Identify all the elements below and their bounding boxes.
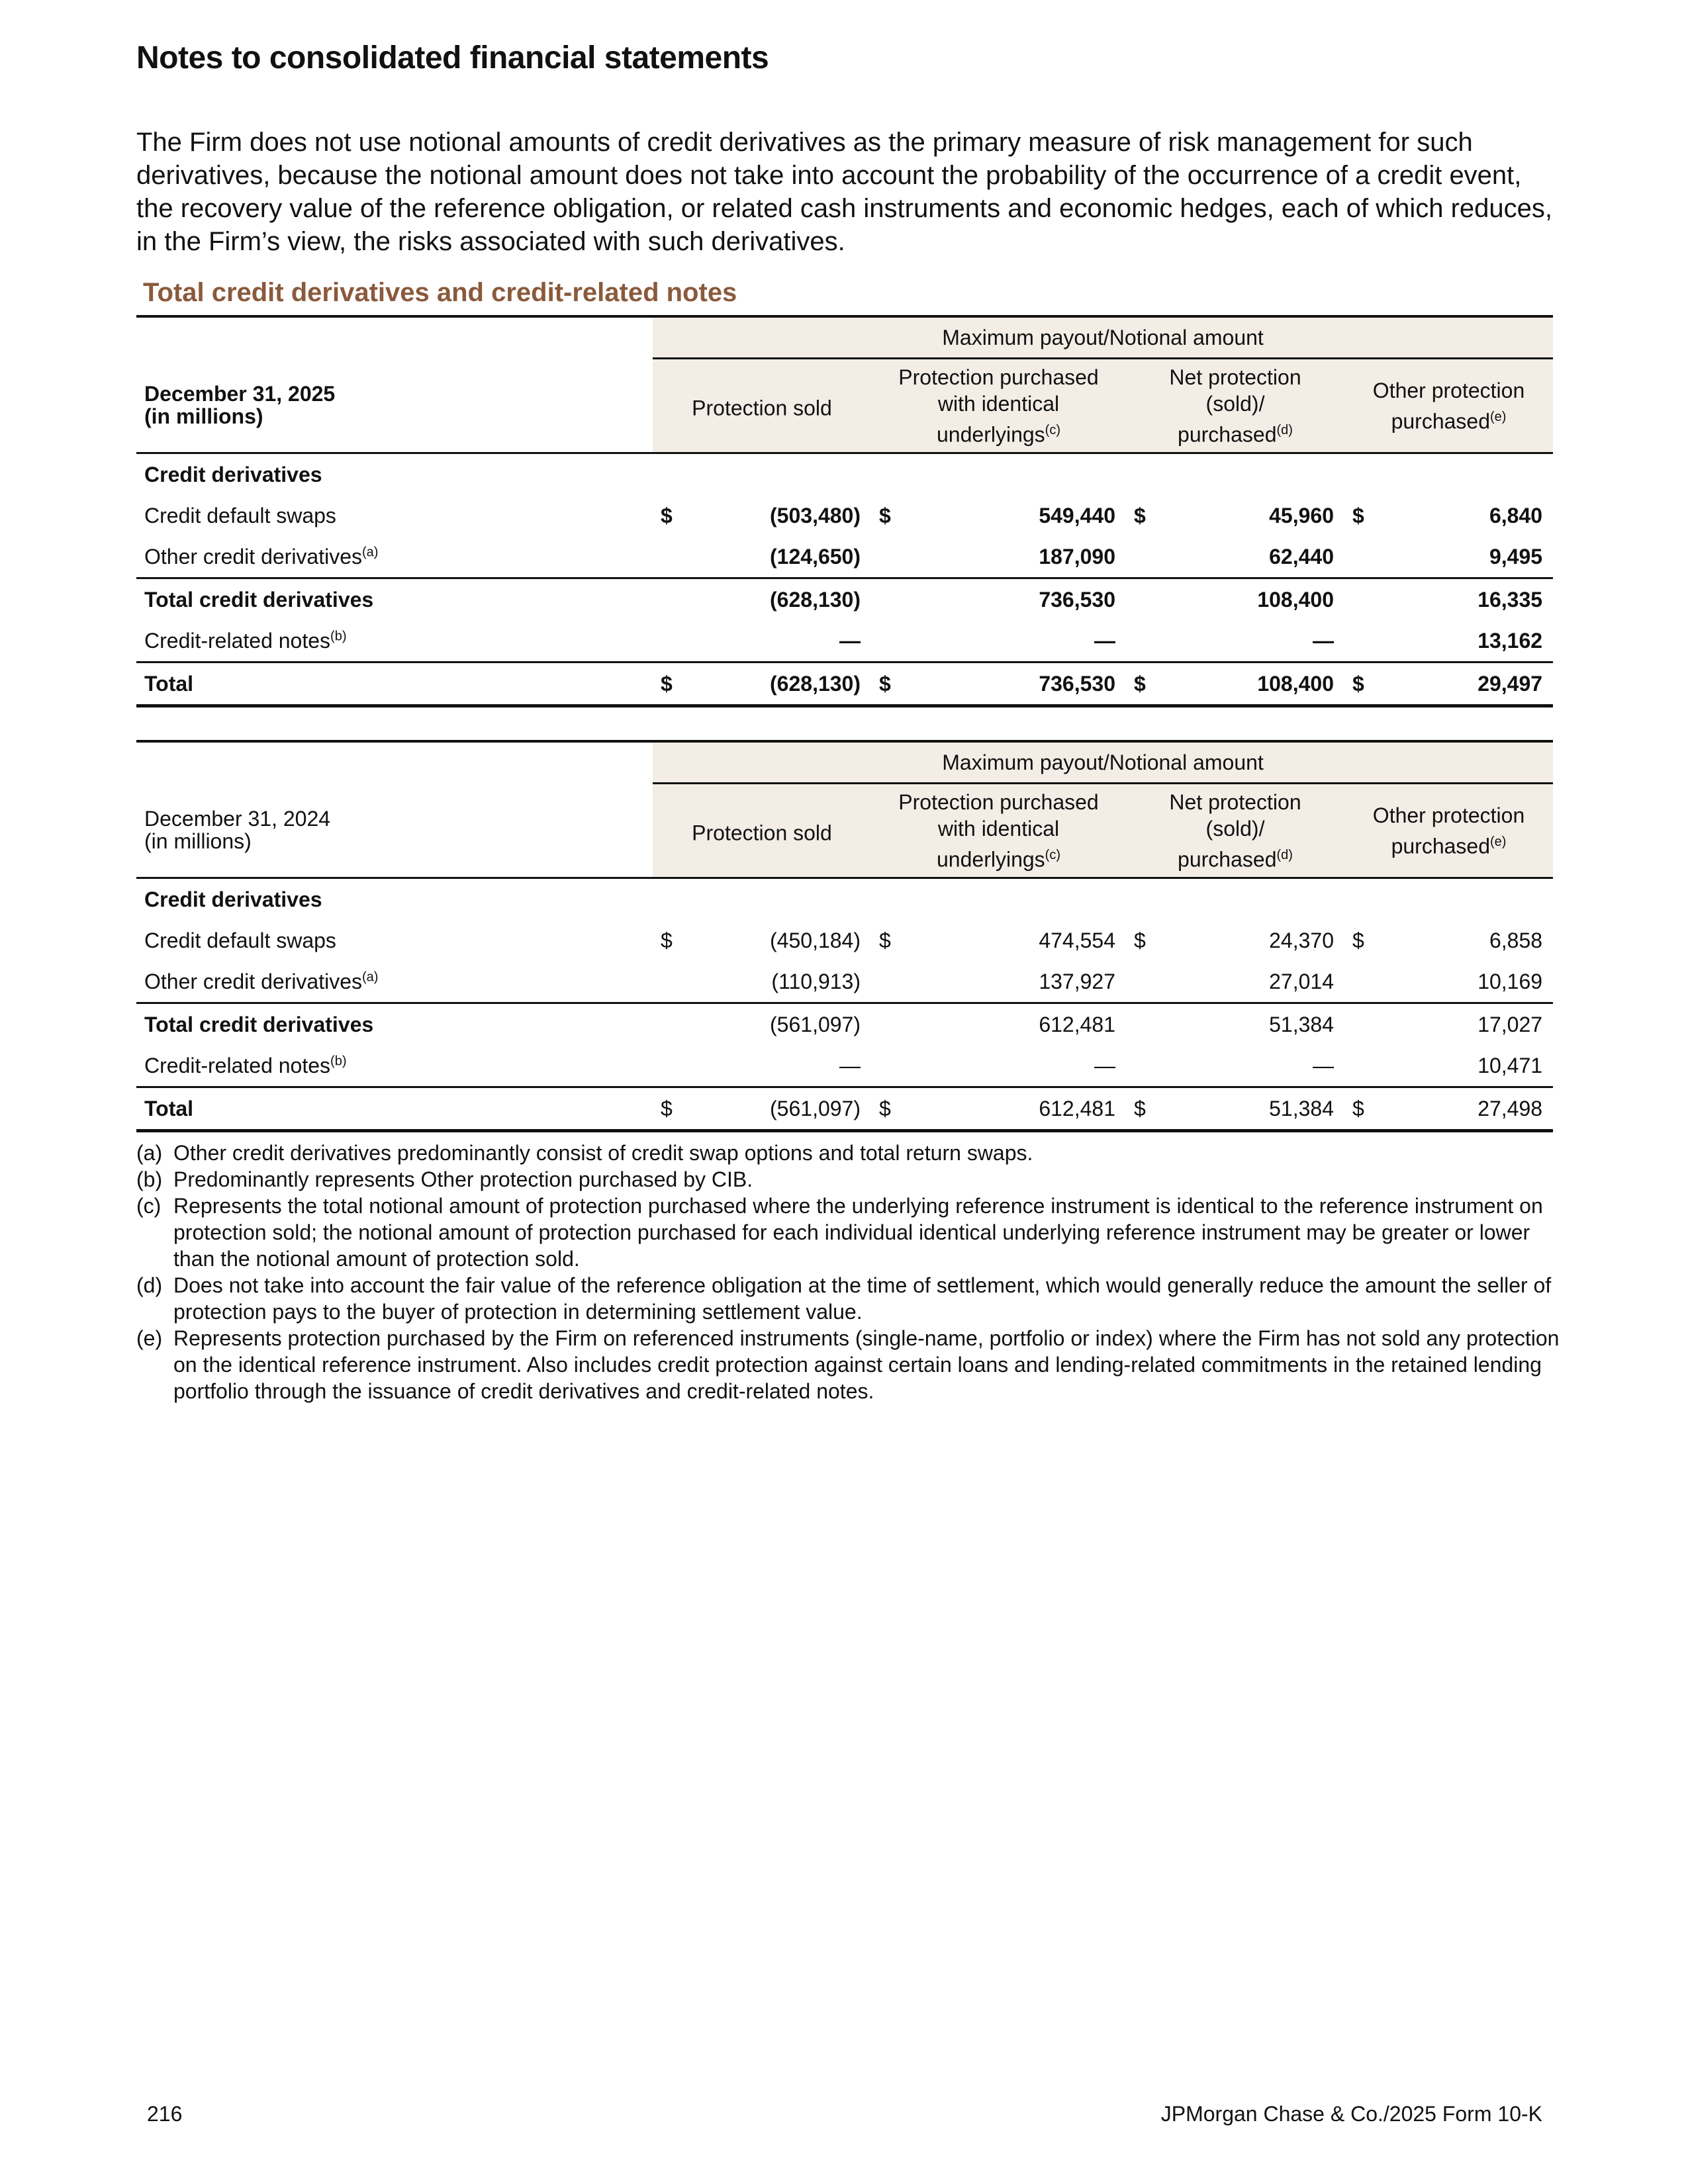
value-other-protection: 6,840 [1489,503,1543,527]
footnotes [136,1140,1560,1404]
value-other-protection: 13,162 [1477,628,1543,653]
value-other-protection: 16,335 [1371,578,1553,621]
column-header-protection-sold: Protection sold [653,359,871,453]
intro-paragraph: The Firm does not use notional amounts of credit derivatives as the primary measure of risk management for such derivatives, because the notional amount does not take into account the probability of the occurrence of a credit event, the recovery value of the reference obligation, or related cash instruments and economic hedges, each of which reduces, in the Firm’s view, the risks associated with such derivatives. [136,128,1553,256]
currency-symbol [1344,620,1371,662]
value-protection-purchased: 187,090 [1039,544,1115,569]
table-date-header [136,784,653,878]
value-other-protection: 6,858 [1489,928,1543,952]
table-date-header [136,359,653,453]
footnote-text: Represents protection purchased by the Firm on referenced instruments (single-name, portfolio or index) where the Firm has not sold any protection on the identical reference instrument. Also includes credit protection against certain loans and lending-related commitments in the retained lending portfolio through the issuance of credit derivatives and credit-related notes. [173,1326,1560,1403]
credit-derivatives-table [136,315,1553,707]
currency-symbol [1126,620,1152,662]
column-header-other-protection: Other protection purchased$^{(e)}$ [1344,359,1553,453]
currency-symbol [1126,1045,1152,1087]
value-protection-purchased: 137,927 [1039,969,1115,993]
value-protection-purchased: 736,530 [898,662,1126,706]
currency-symbol [653,1045,679,1087]
footnote-key: (c) [136,1194,162,1218]
footnote-text: Other credit derivatives predominantly consist of credit swap options and total return swaps. [173,1141,1033,1165]
value-other-protection: 17,027 [1371,1003,1553,1046]
column-header-other-protection: Other protection purchased$^{(e)}$ [1344,784,1553,878]
currency-symbol [653,961,679,1003]
currency-symbol: $ [1344,1087,1371,1131]
currency-symbol [1344,536,1371,578]
value-protection-purchased: — [1094,1053,1115,1077]
value-net-protection: 45,960 [1269,503,1334,527]
value-protection-sold: (628,130) [679,662,871,706]
value-protection-purchased: 736,530 [898,578,1126,621]
value-protection-purchased: 474,554 [1039,928,1115,952]
page-number: 216 [147,2102,183,2126]
currency-symbol [1344,1045,1371,1087]
currency-symbol: $ [661,503,673,527]
currency-symbol: $ [1134,503,1146,527]
value-protection-purchased: 612,481 [898,1003,1126,1046]
currency-symbol: $ [1352,928,1364,952]
currency-symbol: $ [871,662,898,706]
currency-symbol [1126,536,1152,578]
currency-symbol: $ [1344,662,1371,706]
table-row [136,662,1553,706]
value-net-protection: 51,384 [1152,1003,1344,1046]
currency-symbol: $ [1134,928,1146,952]
currency-symbol [653,578,679,621]
value-protection-purchased: — [1094,628,1115,653]
value-other-protection: 27,498 [1371,1087,1553,1131]
table-row [136,961,1553,1003]
value-other-protection: 9,495 [1489,544,1543,569]
currency-symbol: $ [653,1087,679,1131]
row-label: Credit default swaps [144,503,336,527]
table-row [136,1087,1553,1131]
credit-derivatives-table [136,740,1553,1132]
footnote-key: (b) [136,1167,163,1191]
currency-symbol [871,1045,898,1087]
value-other-protection: 10,169 [1477,969,1543,993]
currency-symbol: $ [1126,662,1152,706]
table-row [136,620,1553,662]
table-row [136,536,1553,578]
section-label: Credit derivatives [144,462,322,486]
currency-symbol: $ [1126,1087,1152,1131]
value-net-protection: 108,400 [1152,662,1344,706]
value-protection-sold: (124,650) [770,544,861,569]
units-line: (in millions) [144,829,252,854]
footnote-text: Does not take into account the fair value of the reference obligation at the time of settlement, which would generally reduce the amount the seller of protection pays to the buyer of protection in determining settlement value. [173,1273,1552,1324]
column-header-net-protection: Net protection (sold)/ purchased$^{(d)}$ [1126,359,1344,453]
currency-symbol [1344,578,1371,621]
value-protection-sold: — [839,628,861,653]
section-label: Credit derivatives [144,887,322,911]
currency-symbol [871,1003,898,1046]
footnote-text: Predominantly represents Other protection purchased by CIB. [173,1167,753,1191]
table-row [136,578,1553,621]
footnote [136,1140,1560,1166]
currency-symbol: $ [879,928,891,952]
currency-symbol: $ [661,928,673,952]
value-protection-sold: (503,480) [770,503,861,527]
currency-symbol [871,578,898,621]
row-label: Credit-related notes$^{(b)}$ [144,1053,347,1077]
value-net-protection: 62,440 [1269,544,1334,569]
footnote [136,1272,1560,1325]
currency-symbol [871,961,898,1003]
currency-symbol: $ [871,1087,898,1131]
publication-footer: JPMorgan Chase & Co./2025 Form 10-K [1160,2102,1542,2126]
currency-symbol [1126,578,1152,621]
currency-symbol [871,620,898,662]
column-header-protection-sold: Protection sold [653,784,871,878]
page-title: Notes to consolidated financial statements [136,40,769,75]
units-line: (in millions) [144,404,263,429]
column-header-net-protection: Net protection (sold)/ purchased$^{(d)}$ [1126,784,1344,878]
value-protection-sold: (561,097) [679,1003,871,1046]
footnote-key: (e) [136,1326,163,1350]
currency-symbol [871,536,898,578]
currency-symbol [653,620,679,662]
value-other-protection: 10,471 [1477,1053,1543,1077]
section-title: Total credit derivatives and credit-related notes [143,278,737,307]
date-line: December 31, 2025 [144,382,336,406]
column-header-protection-purchased: Protection purchased with identical underlyings$^{(c)}$ [871,784,1126,878]
row-label: Total [136,1087,653,1131]
currency-symbol [1344,1003,1371,1046]
currency-symbol [1126,1003,1152,1046]
footnote-key: (d) [136,1273,163,1297]
row-label: Total credit derivatives [136,1003,653,1046]
currency-symbol [653,536,679,578]
currency-symbol: $ [879,503,891,527]
table-row [136,1045,1553,1087]
value-other-protection: 29,497 [1371,662,1553,706]
value-net-protection: 27,014 [1269,969,1334,993]
currency-symbol [653,1003,679,1046]
value-protection-sold: (110,913) [771,969,861,993]
group-header: Maximum payout/Notional amount [653,316,1553,359]
date-line: December 31, 2024 [144,807,331,831]
value-protection-sold: — [839,1053,861,1077]
value-protection-sold: (628,130) [679,578,871,621]
value-net-protection: 51,384 [1152,1087,1344,1131]
currency-symbol [1126,961,1152,1003]
table-row [136,920,1553,961]
currency-symbol [1344,961,1371,1003]
row-label: Credit-related notes$^{(b)}$ [144,628,347,653]
value-protection-purchased: 549,440 [1039,503,1115,527]
value-protection-sold: (450,184) [770,928,861,952]
value-net-protection: — [1313,628,1334,653]
table-row [136,1003,1553,1046]
value-net-protection: 24,370 [1269,928,1334,952]
table-row [136,495,1553,536]
footnote-key: (a) [136,1141,163,1165]
row-label: Other credit derivatives$^{(a)}$ [144,969,379,993]
footnote [136,1325,1560,1404]
column-header-protection-purchased: Protection purchased with identical underlyings$^{(c)}$ [871,359,1126,453]
currency-symbol: $ [653,662,679,706]
value-net-protection: — [1313,1053,1334,1077]
row-label: Total credit derivatives [136,578,653,621]
footnote-text: Represents the total notional amount of protection purchased where the underlying reference instrument is identical to the reference instrument on protection sold; the notional amount of protection purchased for each individual identical underlying reference instrument may be greater or lower than the notional amount of protection sold. [173,1194,1543,1271]
value-net-protection: 108,400 [1152,578,1344,621]
row-label: Total [136,662,653,706]
value-protection-purchased: 612,481 [898,1087,1126,1131]
footnote [136,1193,1560,1272]
footnote [136,1166,1560,1193]
row-label: Other credit derivatives$^{(a)}$ [144,544,379,569]
value-protection-sold: (561,097) [679,1087,871,1131]
row-label: Credit default swaps [144,928,336,952]
group-header: Maximum payout/Notional amount [653,741,1553,784]
currency-symbol: $ [1352,503,1364,527]
